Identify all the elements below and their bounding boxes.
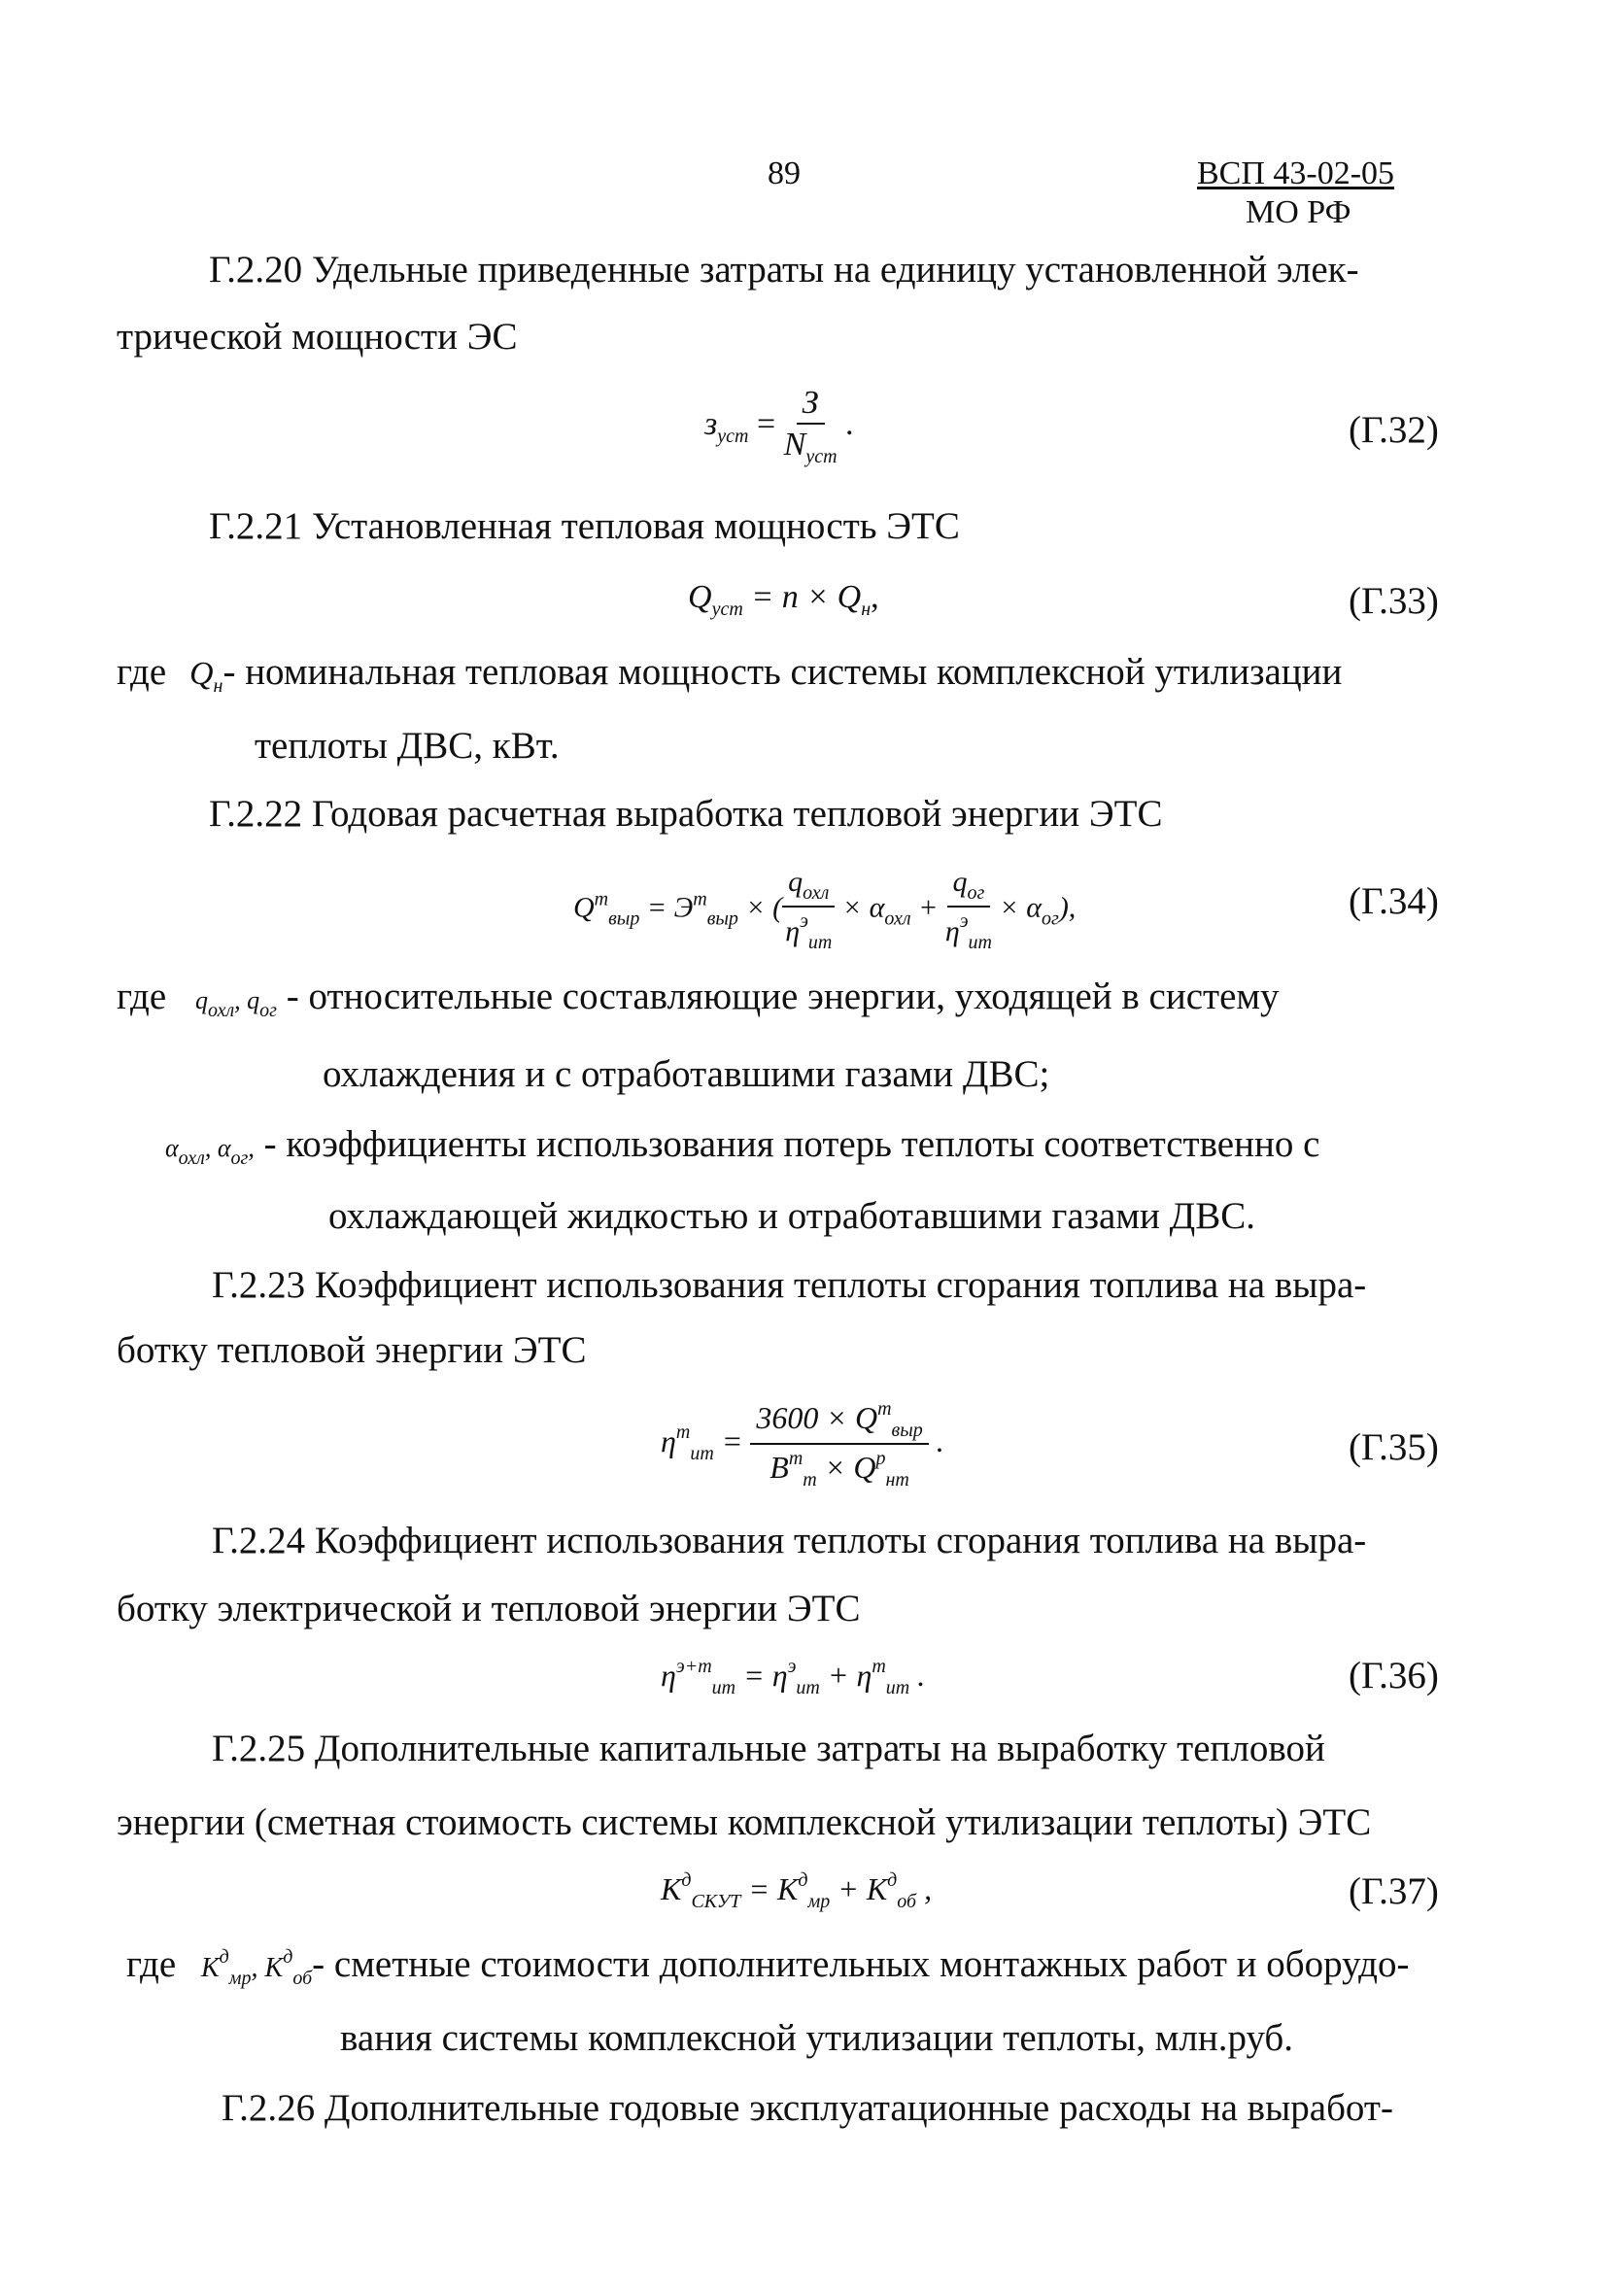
section-2-23-line2: ботку тепловой энергии ЭТС	[117, 1329, 587, 1371]
eq32-fraction	[784, 387, 838, 466]
eq32-denominator: N	[783, 427, 806, 463]
q-description-cont: охлаждения и с отработавшими газами ДВС;	[323, 1053, 1050, 1095]
where-line-alpha: $\alpha_{охл}$, $\alpha_{ог}$, - коэффициенты использования потерь теплоты соответственно с	[165, 1123, 1320, 1169]
where-line-qn	[117, 653, 1342, 696]
symbol-qn-sub: н	[213, 675, 223, 697]
section-2-22-line1: Г.2.22 Годовая расчетная выработка тепловой энергии ЭТС	[209, 793, 1163, 835]
eq32-numerator: З	[797, 387, 825, 425]
equation-number-g34: (Г.34)	[1349, 880, 1439, 922]
equation-g34: $Q^т_{выр} = Э^т_{выр}$ × ( $\frac{q_{охл}}{\eta^э_{ит}}$ × $\alpha_{охл}$ + $\frac{q_{ог}}{\eta^э_{ит}}$ × $\alpha_{ог}$),	[573, 866, 1077, 953]
eq32-lhs: з	[704, 405, 718, 442]
q-description: - относительные составляющие энергии, уходящей в систему	[286, 976, 1280, 1017]
equation-number-g36: (Г.36)	[1349, 1655, 1439, 1696]
section-2-26-line1: Г.2.26 Дополнительные годовые эксплуатационные расходы на выработ-	[222, 2087, 1393, 2129]
equation-g36: $\eta^{э+т}_{ит} = \eta^э_{ит} + \eta^т_{ит}$ .	[661, 1656, 926, 1698]
qn-description-cont: теплоты ДВС, кВт.	[255, 725, 560, 767]
where-label-2: где	[117, 976, 167, 1017]
eq32-denominator-sub: уст	[805, 446, 838, 467]
k-description-cont: вания системы комплексной утилизации теплоты, млн.руб.	[340, 2017, 1294, 2059]
equation-number-g33: (Г.33)	[1349, 580, 1439, 622]
where-label-3: где	[126, 1943, 177, 1985]
where-line-q: где $q_{охл}$, $q_{ог}$ - относительные составляющие энергии, уходящей в систему	[117, 976, 1280, 1021]
section-2-21-line1: Г.2.21 Установленная тепловая мощность ЭТС	[209, 505, 960, 547]
eq33-q: Q	[688, 579, 712, 615]
equation-g37: $K^д_{СКУТ} = K^д_{мр} + K^д_{об}$ ,	[661, 1869, 933, 1912]
organization: МО РФ	[1246, 194, 1351, 230]
document-code: ВСП 43-02-05	[1197, 155, 1395, 191]
where-label: где	[117, 651, 167, 693]
section-2-20-line2: трической мощности ЭС	[117, 316, 518, 358]
section-2-25-line1: Г.2.25 Дополнительные капитальные затраты на выработку тепловой	[212, 1728, 1325, 1769]
alpha-description: - коэффициенты использования потерь теплоты соответственно с	[263, 1123, 1320, 1165]
section-2-24-line1: Г.2.24 Коэффициент использования теплоты сгорания топлива на выра-	[212, 1520, 1367, 1561]
section-2-20-line1: Г.2.20 Удельные приведенные затраты на единицу установленной элек-	[209, 249, 1359, 291]
section-2-24-line2: ботку электрической и тепловой энергии ЭТС	[117, 1588, 861, 1629]
where-line-k: где $K^д_{мр}$, $K^д_{об}-$ сметные стоимости дополнительных монтажных работ и оборудо-	[126, 1943, 1410, 1989]
section-2-25-line2: энергии (сметная стоимость системы комплексной утилизации теплоты) ЭТС	[117, 1801, 1372, 1843]
qn-description: - номинальная тепловая мощность системы комплексной утилизации	[222, 651, 1343, 693]
equation-g35: $\eta^т_{ит}$ = $\frac{3600 \times Q^т_{выр}}{B^т_т \times Q^р_{нт}}$ .	[661, 1398, 944, 1491]
eq33-rhs: = n × Q	[742, 579, 862, 615]
section-2-23-line1: Г.2.23 Коэффициент использования теплоты сгорания топлива на выра-	[212, 1264, 1367, 1306]
equation-g33: $Q_{уст} = n \times Q_н$,	[688, 579, 879, 620]
page-number: 89	[768, 155, 801, 191]
k-description: - сметные стоимости дополнительных монтажных работ и оборудо-	[312, 1943, 1410, 1985]
symbol-qn: Q	[188, 656, 214, 692]
equation-number-g35: (Г.35)	[1349, 1426, 1439, 1468]
equation-g32: $з_{уст}$ = $\frac{З}{N_{уст}}$ .	[704, 385, 854, 467]
eq32-lhs-sub: уст	[717, 425, 749, 447]
eq33-q-sub: уст	[711, 599, 743, 620]
equation-number-g37: (Г.37)	[1349, 1870, 1439, 1912]
eq33-rhs-sub: н	[861, 599, 872, 620]
equation-number-g32: (Г.32)	[1349, 409, 1439, 451]
alpha-description-cont: охлаждающей жидкостью и отработавшими газами ДВС.	[328, 1195, 1256, 1237]
